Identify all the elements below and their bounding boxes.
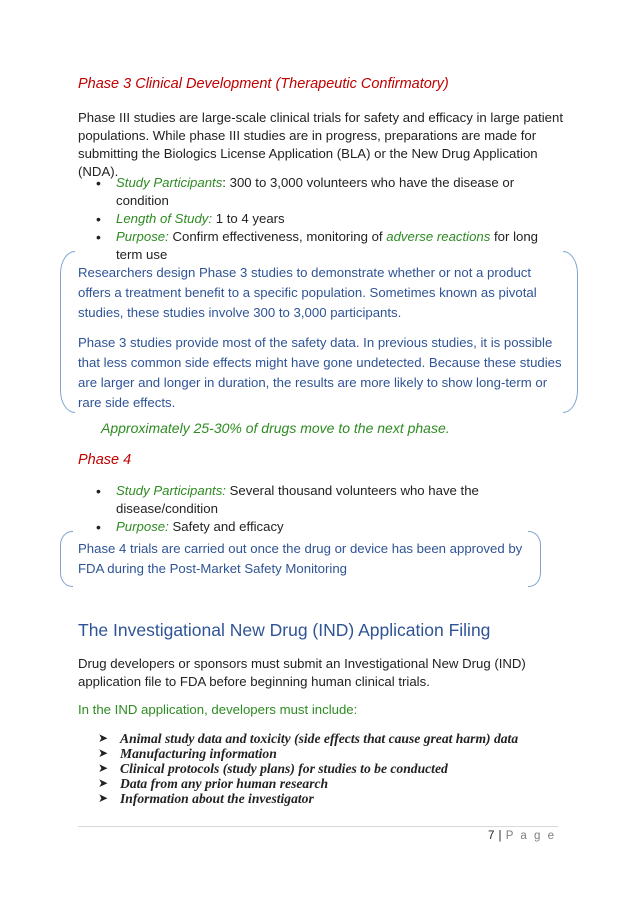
list-item-text: Data from any prior human research xyxy=(120,776,329,791)
bullet-label: Study Participants xyxy=(116,175,223,190)
bullet-text: Confirm effectiveness, monitoring of xyxy=(172,229,387,244)
list-item xyxy=(78,482,563,518)
footer-separator: | xyxy=(498,830,503,842)
list-item xyxy=(78,228,563,264)
callout-bracket-left xyxy=(60,251,75,413)
phase3-paragraph: Phase III studies are large-scale clinical trials for safety and efficacy in large patient populations. While phase III studies are in progress, preparations are made for submitting the Biologics License Application (BLA) or the New Drug Application (NDA). xyxy=(78,110,564,179)
arrowhead-icon: ➤ xyxy=(98,791,109,805)
arrowhead-icon: ➤ xyxy=(98,731,109,745)
bullet-separator: : xyxy=(222,175,230,190)
bullet-text: for long term use xyxy=(116,229,539,262)
callout-bracket-left xyxy=(60,531,73,587)
arrowhead-icon: ➤ xyxy=(98,746,109,760)
callout-paragraph: Researchers design Phase 3 studies to demonstrate whether or not a product offers a treatment benefit to a specific population. Sometimes known as pivotal studies, these studies involve 300 to 3,000 participants. xyxy=(78,265,537,320)
list-item-text: Clinical protocols (study plans) for studies to be conducted xyxy=(120,761,448,776)
callout-bracket-right xyxy=(563,251,578,413)
phase3-bullet-list xyxy=(78,174,563,264)
list-item-text: Information about the investigator xyxy=(120,791,314,806)
bullet-text: 1 to 4 years xyxy=(215,211,285,226)
footer-divider xyxy=(78,826,558,827)
phase3-heading: Phase 3 Clinical Development (Therapeutic Confirmatory) xyxy=(78,76,449,92)
bullet-text: 300 to 3,000 volunteers who have the disease or condition xyxy=(116,175,515,208)
ind-paragraph: Drug developers or sponsors must submit an Investigational New Drug (IND) application file to FDA before beginning human clinical trials. xyxy=(78,656,526,689)
list-item xyxy=(88,791,568,806)
ind-include-heading: In the IND application, developers must include: xyxy=(78,702,358,717)
arrowhead-icon: ➤ xyxy=(98,761,109,775)
list-item-text: Manufacturing information xyxy=(120,746,277,761)
callout-paragraph: Phase 3 studies provide most of the safety data. In previous studies, it is possible that less common side effects might have gone undetected. Because these studies are larger and longer in duration, the results are more likely to show long-term or rare side effects. xyxy=(78,335,562,410)
callout-paragraph: Phase 4 trials are carried out once the drug or device has been approved by FDA during the Post-Market Safety Monitoring xyxy=(78,541,523,576)
bullet-text: Several thousand volunteers who have the disease/condition xyxy=(116,483,479,516)
phase4-callout xyxy=(78,539,530,579)
phase3-callout xyxy=(78,263,564,413)
list-item-text: Animal study data and toxicity (side effects that cause great harm) data xyxy=(120,731,519,746)
bullet-label: Purpose: xyxy=(116,229,169,244)
highlight-text: adverse reactions xyxy=(386,229,491,244)
page-number: 7 xyxy=(487,830,495,842)
list-item xyxy=(78,210,563,228)
list-item xyxy=(88,731,568,746)
bullet-label: Length of Study: xyxy=(116,211,213,226)
bullet-label: Purpose: xyxy=(116,519,169,534)
ind-section-title: The Investigational New Drug (IND) Application Filing xyxy=(78,620,491,640)
phase4-heading: Phase 4 xyxy=(78,452,132,468)
ind-item-list xyxy=(88,731,568,806)
list-item xyxy=(78,174,563,210)
phase4-bullet-list xyxy=(78,482,563,536)
list-item xyxy=(88,776,568,791)
list-item xyxy=(78,518,563,536)
page-footer xyxy=(488,830,556,842)
bullet-text: Safety and efficacy xyxy=(172,519,284,534)
approx-line: Approximately 25-30% of drugs move to the next phase. xyxy=(101,420,450,436)
page-label: P a g e xyxy=(505,830,556,842)
bullet-label: Study Participants: xyxy=(116,483,226,498)
list-item xyxy=(88,761,568,776)
list-item xyxy=(88,746,568,761)
arrowhead-icon: ➤ xyxy=(98,776,109,790)
